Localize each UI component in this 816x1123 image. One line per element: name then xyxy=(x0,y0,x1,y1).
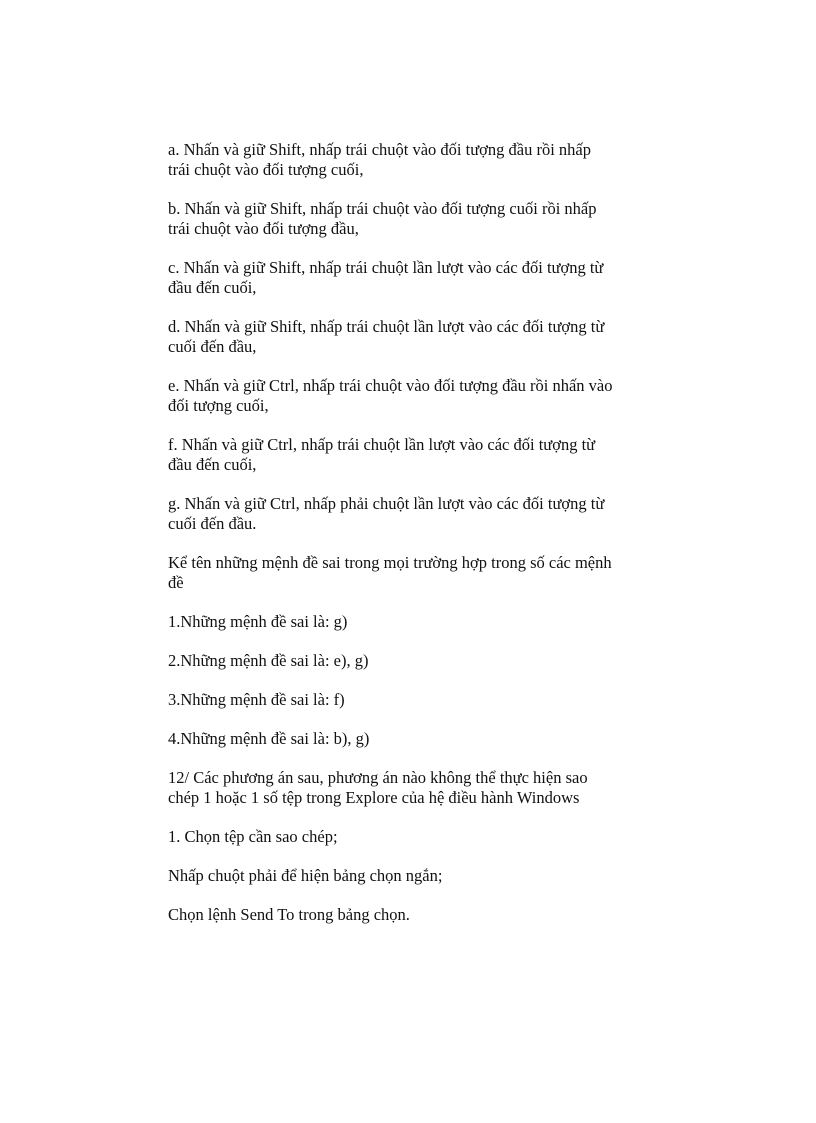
text-line: cuối đến đầu, xyxy=(168,337,257,356)
text-line: Chọn lệnh Send To trong bảng chọn. xyxy=(168,905,410,924)
answer-option-1 xyxy=(168,612,678,632)
statement-f xyxy=(168,435,678,475)
text-line: f. Nhấn và giữ Ctrl, nhấp trái chuột lần lượt vào các đối tượng từ xyxy=(168,435,596,454)
text-line: 4.Những mệnh đề sai là: b), g) xyxy=(168,729,370,748)
text-line: Kể tên những mệnh đề sai trong mọi trường hợp trong số các mệnh xyxy=(168,553,612,572)
statement-b xyxy=(168,199,678,239)
text-line: b. Nhấn và giữ Shift, nhấp trái chuột vào đối tượng cuối rồi nhấp xyxy=(168,199,597,218)
text-line: c. Nhấn và giữ Shift, nhấp trái chuột lần lượt vào các đối tượng từ xyxy=(168,258,604,277)
option-1-step-2 xyxy=(168,866,678,886)
option-1-step-1 xyxy=(168,827,678,847)
answer-option-4 xyxy=(168,729,678,749)
option-1-step-3 xyxy=(168,905,678,925)
text-line: 3.Những mệnh đề sai là: f) xyxy=(168,690,345,709)
text-line: e. Nhấn và giữ Ctrl, nhấp trái chuột vào đối tượng đầu rồi nhấn vào xyxy=(168,376,613,395)
text-line: g. Nhấn và giữ Ctrl, nhấp phải chuột lần lượt vào các đối tượng từ xyxy=(168,494,605,513)
text-line: đầu đến cuối, xyxy=(168,278,257,297)
text-line: d. Nhấn và giữ Shift, nhấp trái chuột lần lượt vào các đối tượng từ xyxy=(168,317,605,336)
text-line: đề xyxy=(168,573,184,592)
statement-c xyxy=(168,258,678,298)
statement-g xyxy=(168,494,678,534)
text-line: cuối đến đầu. xyxy=(168,514,257,533)
text-line: đầu đến cuối, xyxy=(168,455,257,474)
text-line: chép 1 hoặc 1 số tệp trong Explore của hệ điều hành Windows xyxy=(168,788,580,807)
text-line: Nhấp chuột phải để hiện bảng chọn ngắn; xyxy=(168,866,443,885)
text-line: a. Nhấn và giữ Shift, nhấp trái chuột vào đối tượng đầu rồi nhấp xyxy=(168,140,591,159)
answer-option-3 xyxy=(168,690,678,710)
question-prompt xyxy=(168,553,678,593)
text-line: trái chuột vào đối tượng đầu, xyxy=(168,219,359,238)
statement-a xyxy=(168,140,678,180)
statement-e xyxy=(168,376,678,416)
answer-option-2 xyxy=(168,651,678,671)
statement-d xyxy=(168,317,678,357)
text-line: 2.Những mệnh đề sai là: e), g) xyxy=(168,651,369,670)
document-body xyxy=(168,140,678,944)
question-12 xyxy=(168,768,678,808)
text-line: 1.Những mệnh đề sai là: g) xyxy=(168,612,348,631)
text-line: 12/ Các phương án sau, phương án nào không thể thực hiện sao xyxy=(168,768,588,787)
text-line: 1. Chọn tệp cần sao chép; xyxy=(168,827,338,846)
text-line: đối tượng cuối, xyxy=(168,396,269,415)
text-line: trái chuột vào đối tượng cuối, xyxy=(168,160,364,179)
